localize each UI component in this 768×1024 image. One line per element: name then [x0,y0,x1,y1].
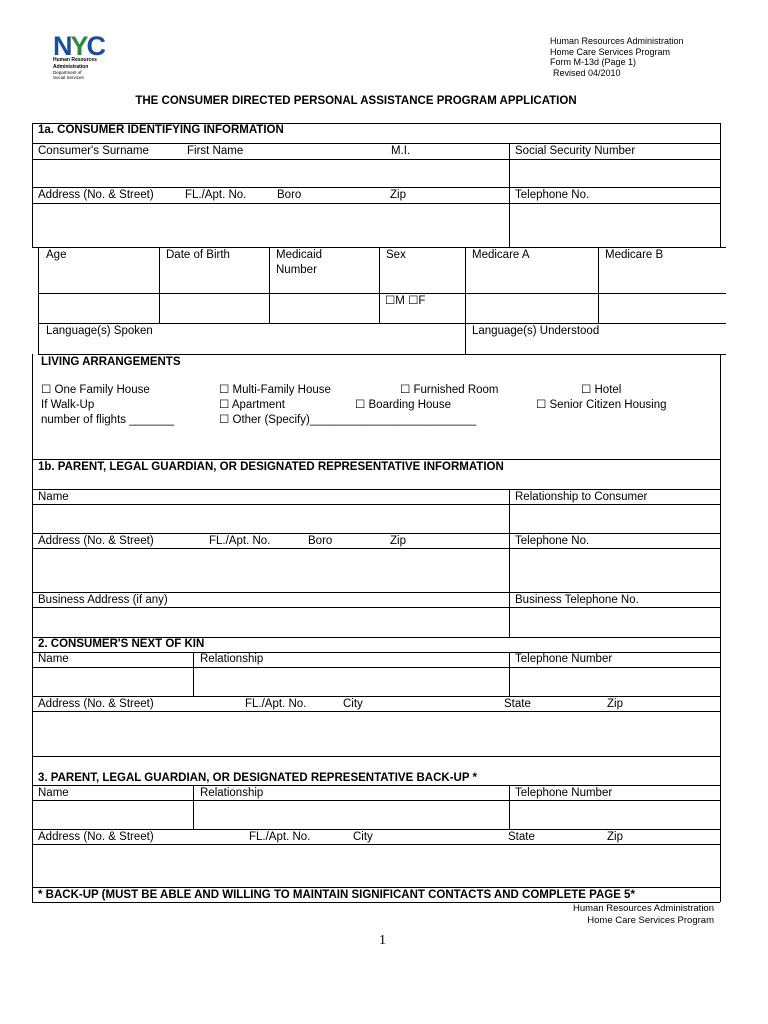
label-languages-understood: Language(s) Understood [472,325,600,337]
label-business-address: Business Address (if any) [38,594,168,606]
line [509,652,510,696]
label-backup-telephone: Telephone Number [515,787,613,799]
label-kin-state: State [504,698,531,710]
sex-checkboxes[interactable]: ☐M ☐F [385,295,426,307]
label-kin-telephone: Telephone Number [515,653,613,665]
label-rep-zip: Zip [390,535,406,547]
label-kin-apt: FL./Apt. No. [245,698,307,710]
label-backup-address: Address (No. & Street) [38,831,154,843]
line [32,785,720,786]
label-medicaid: Medicaid [276,249,323,261]
line [32,667,720,668]
section-2-heading: 2. CONSUMER'S NEXT OF KIN [38,638,205,650]
section-3-heading: 3. PARENT, LEGAL GUARDIAN, OR DESIGNATED REPRESENTATIVE BACK-UP * [38,772,477,784]
line [32,504,720,505]
label-consumer-surname: Consumer's Surname [38,145,149,157]
label-backup-name: Name [38,787,69,799]
field-number-of-flights[interactable]: number of flights _______ [41,414,174,426]
label-backup-relationship: Relationship [200,787,264,799]
label-languages-spoken: Language(s) Spoken [46,325,153,337]
footer-agency: Human Resources Administration [573,903,714,914]
line [32,548,720,549]
label-kin-city: City [343,698,363,710]
line [598,247,599,323]
line [269,247,270,323]
checkbox-senior-citizen-housing[interactable]: ☐ Senior Citizen Housing [536,399,667,411]
label-kin-relationship: Relationship [200,653,264,665]
checkbox-furnished-room[interactable]: ☐ Furnished Room [400,384,499,396]
label-boro: Boro [277,189,302,201]
label-zip: Zip [390,189,406,201]
checkbox-one-family-house[interactable]: ☐ One Family House [41,384,150,396]
line [38,247,39,354]
header-program: Home Care Services Program [550,46,671,57]
label-backup-apt: FL./Apt. No. [249,831,311,843]
label-ssn: Social Security Number [515,145,636,157]
line [38,293,726,294]
label-rep-name: Name [38,491,69,503]
label-kin-zip: Zip [607,698,623,710]
label-business-telephone: Business Telephone No. [515,594,639,606]
label-medicaid-number: Number [276,264,317,276]
label-address: Address (No. & Street) [38,189,154,201]
line [193,785,194,829]
section-1a-right-border [720,123,721,248]
footer-program: Home Care Services Program [587,915,714,926]
line [32,800,720,801]
section-1b-heading: 1b. PARENT, LEGAL GUARDIAN, OR DESIGNATED REPRESENTATIVE INFORMATION [38,461,504,473]
label-age: Age [46,249,67,261]
line [193,652,194,696]
checkbox-multi-family-house[interactable]: ☐ Multi-Family House [219,384,331,396]
label-kin-address: Address (No. & Street) [38,698,154,710]
line [379,247,380,323]
label-apt: FL./Apt. No. [185,189,247,201]
label-relationship-to-consumer: Relationship to Consumer [515,491,648,503]
line [32,844,720,845]
nyc-hra-logo [53,31,113,80]
backup-note: * BACK-UP (MUST BE ABLE AND WILLING TO MAINTAIN SIGNIFICANT CONTACTS AND COMPLETE PAGE 5* [38,889,635,901]
label-kin-name: Name [38,653,69,665]
header-revised: Revised 04/2010 [553,67,621,78]
line [509,785,510,829]
checkbox-apartment[interactable]: ☐ Apartment [219,399,285,411]
line [509,489,510,637]
logo-line-4: Social Services [53,75,84,80]
label-rep-apt: FL./Apt. No. [209,535,271,547]
label-backup-state: State [508,831,535,843]
line [32,756,720,757]
living-arrangements-heading: LIVING ARRANGEMENTS [41,356,181,368]
section-1a-heading: 1a. CONSUMER IDENTIFYING INFORMATION [38,124,284,136]
checkbox-other-specify[interactable]: ☐ Other (Specify)__________________________ [219,414,477,426]
logo-line-2: Administration [53,63,89,70]
line [159,247,160,323]
label-if-walk-up: If Walk-Up [41,399,95,411]
label-backup-city: City [353,831,373,843]
section-1a-left-border [32,123,33,248]
checkbox-boarding-house[interactable]: ☐ Boarding House [355,399,451,411]
nyc-logo-mark: NYC [53,31,105,61]
line [509,143,510,248]
form-header [550,36,684,78]
header-form-number: Form M-13d (Page 1) [550,57,637,67]
label-sex: Sex [386,249,406,261]
logo-line-1: Human Resources [53,57,97,63]
line [32,711,720,712]
label-backup-zip: Zip [607,831,623,843]
line [32,607,720,608]
line [32,652,720,653]
label-medicare-a: Medicare A [472,249,530,261]
label-mi: M.I. [391,145,411,157]
line [32,203,720,204]
header-agency: Human Resources Administration [550,36,684,46]
label-medicare-b: Medicare B [605,249,664,261]
line [465,247,466,354]
checkbox-hotel[interactable]: ☐ Hotel [581,384,622,396]
line [32,354,33,888]
label-telephone: Telephone No. [515,189,590,201]
line [32,159,720,160]
label-dob: Date of Birth [166,249,230,261]
label-rep-address: Address (No. & Street) [38,535,154,547]
label-first-name: First Name [187,145,244,157]
form-title: THE CONSUMER DIRECTED PERSONAL ASSISTANCE PROGRAM APPLICATION [135,95,577,107]
line [720,887,721,902]
line [32,887,33,902]
line [720,354,721,888]
label-rep-telephone: Telephone No. [515,535,590,547]
page-number: 1 [379,933,386,948]
logo-line-3: Department of [53,70,82,75]
label-rep-boro: Boro [308,535,333,547]
